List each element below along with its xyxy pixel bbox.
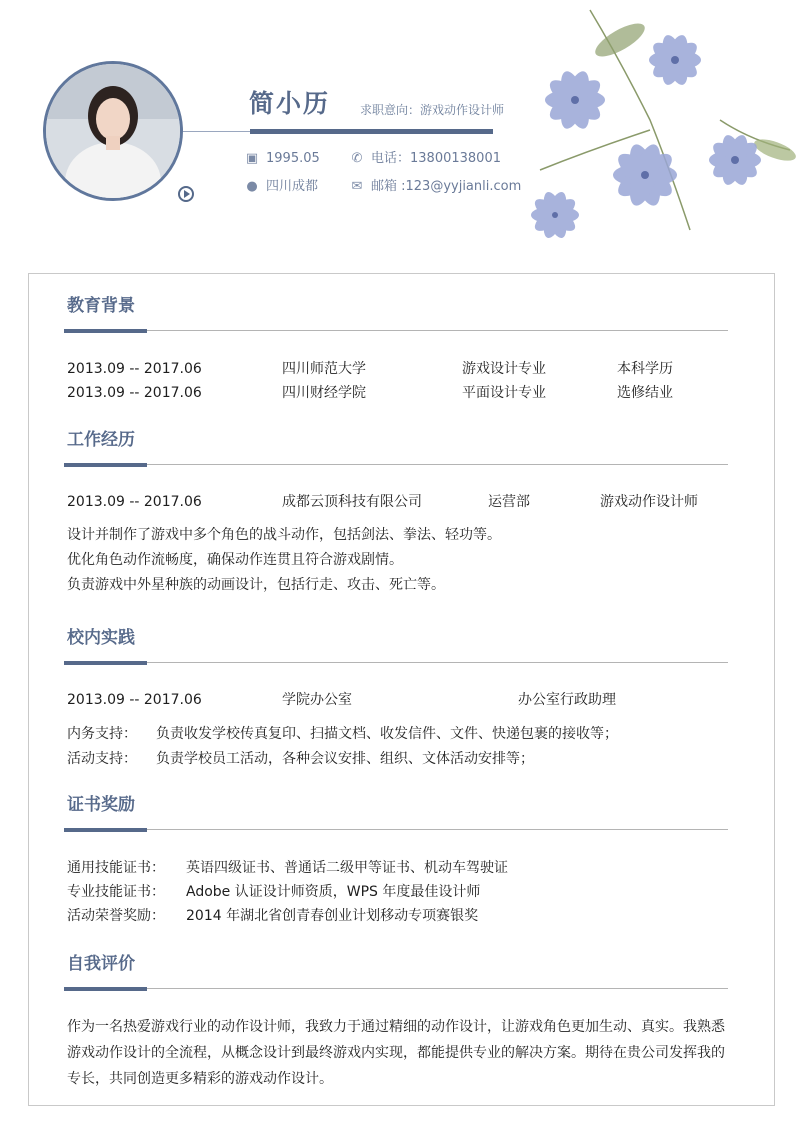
candidate-name: 简小历 — [249, 89, 331, 118]
section-accent-bar — [64, 661, 147, 665]
location-info: ● 四川成都 — [244, 179, 318, 195]
edu-date: 2013.09 -- 2017.06 — [67, 361, 202, 377]
cert-text: 英语四级证书、普通话二级甲等证书、机动车驾驶证 — [186, 860, 508, 876]
section-divider — [67, 464, 728, 465]
work-role: 游戏动作设计师 — [600, 494, 698, 510]
avatar-photo — [43, 61, 183, 201]
email-info: ✉ 邮箱 :123@yyjianli.com — [349, 179, 521, 195]
header-accent-bar — [250, 129, 493, 134]
floral-decoration — [500, 0, 800, 280]
campus-item-text: 负责学校员工活动，各种会议安排、组织、文体活动安排等； — [156, 751, 534, 767]
work-duty: 设计并制作了游戏中多个角色的战斗动作，包括剑法、拳法、轻功等。 — [67, 527, 501, 543]
section-accent-bar — [64, 987, 147, 991]
campus-date: 2013.09 -- 2017.06 — [67, 692, 202, 708]
edu-date: 2013.09 -- 2017.06 — [67, 385, 202, 401]
work-company: 成都云顶科技有限公司 — [282, 494, 422, 510]
section-accent-bar — [64, 828, 147, 832]
cert-text: Adobe 认证设计师资质，WPS 年度最佳设计师 — [186, 884, 481, 900]
edu-degree: 选修结业 — [617, 385, 673, 401]
campus-item-label: 活动支持： — [67, 751, 137, 767]
phone-icon: ✆ — [351, 151, 363, 166]
campus-item-text: 负责收发学校传真复印、扫描文档、收发信件、文件、快递包裹的接收等； — [156, 726, 618, 742]
edu-school: 四川财经学院 — [282, 385, 366, 401]
work-title: 工作经历 — [67, 430, 135, 450]
work-duty: 优化角色动作流畅度，确保动作连贯且符合游戏剧情。 — [67, 552, 403, 568]
campus-org: 学院办公室 — [282, 692, 352, 708]
campus-title: 校内实践 — [67, 628, 135, 648]
job-intent: 求职意向：游戏动作设计师 — [360, 103, 505, 117]
section-accent-bar — [64, 463, 147, 467]
work-duty: 负责游戏中外星种族的动画设计，包括行走、攻击、死亡等。 — [67, 577, 445, 593]
work-dept: 运营部 — [488, 494, 530, 510]
play-icon[interactable] — [178, 186, 194, 202]
phone-info: ✆ 电话：13800138001 — [349, 151, 501, 167]
work-date: 2013.09 -- 2017.06 — [67, 494, 202, 510]
section-divider — [67, 988, 728, 989]
mail-icon: ✉ — [351, 179, 363, 194]
cert-label: 活动荣誉奖励： — [67, 908, 165, 924]
section-divider — [67, 330, 728, 331]
education-title: 教育背景 — [67, 296, 135, 316]
section-divider — [67, 829, 728, 830]
cert-label: 通用技能证书： — [67, 860, 165, 876]
edu-major: 游戏设计专业 — [462, 361, 546, 377]
edu-school: 四川师范大学 — [282, 361, 366, 377]
section-divider — [67, 662, 728, 663]
cert-text: 2014 年湖北省创青春创业计划移动专项赛银奖 — [186, 908, 479, 924]
campus-role: 办公室行政助理 — [518, 692, 616, 708]
cert-label: 专业技能证书： — [67, 884, 165, 900]
self-title: 自我评价 — [67, 954, 135, 974]
birth-info: ▣ 1995.05 — [245, 151, 320, 166]
self-evaluation-text: 作为一名热爱游戏行业的动作设计师，我致力于通过精细的动作设计，让游戏角色更加生动、真实。我熟悉游戏动作设计的全流程，从概念设计到最终游戏内实现，都能提供专业的解决方案。期待在贵公司发挥我的专长，共同创造更多精彩的游戏动作设计。 — [67, 1019, 725, 1087]
campus-item-label: 内务支持： — [67, 726, 137, 742]
edu-degree: 本科学历 — [617, 361, 673, 377]
edu-major: 平面设计专业 — [462, 385, 546, 401]
certs-title: 证书奖励 — [67, 795, 135, 815]
calendar-icon: ▣ — [245, 151, 259, 166]
location-icon: ● — [246, 179, 258, 194]
section-accent-bar — [64, 329, 147, 333]
